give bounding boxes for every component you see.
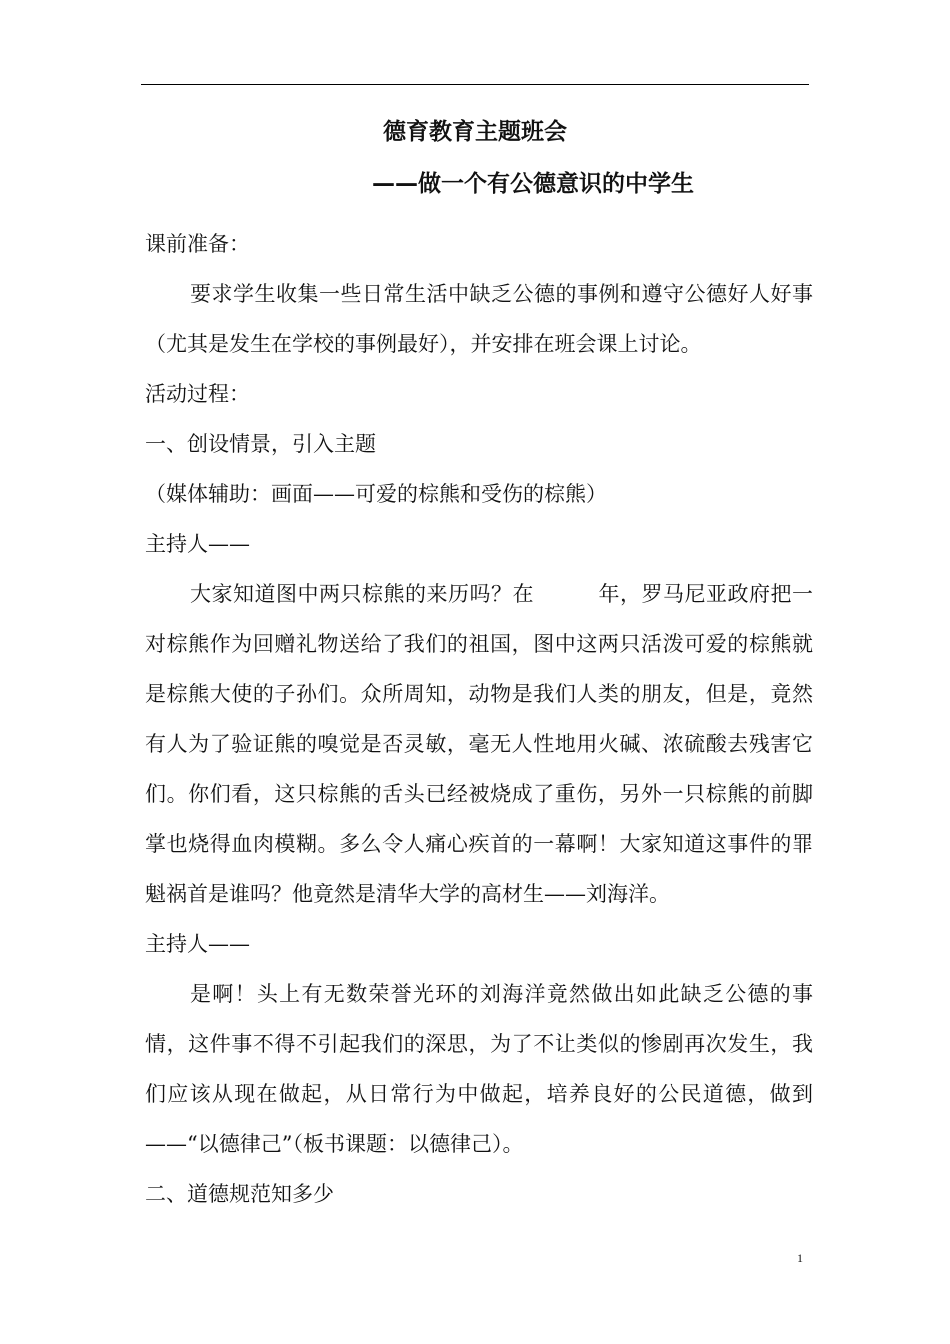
paragraph: 主持人—— [145, 532, 250, 556]
paragraph: 课前准备： [145, 232, 250, 256]
paragraph: 主持人—— [145, 932, 250, 956]
page-number: 1 [797, 1251, 803, 1265]
document-body [145, 219, 813, 1219]
paragraph: 要求学生收集一些日常生活中缺乏公德的事例和遵守公德好人好事（尤其是发生在学校的事例最好），并安排在班会课上讨论。 [145, 282, 813, 356]
document-subtitle: ——做一个有公德意识的中学生 [372, 171, 694, 197]
paragraph: 大家知道图中两只棕熊的来历吗？在 年，罗马尼亚政府把一对棕熊作为回赠礼物送给了我们的祖国，图中这两只活泼可爱的棕熊就是棕熊大使的子孙们。众所周知，动物是我们人类的朋友，但是，竟然有人为了验证熊的嗅觉是否灵敏，毫无人性地用火碱、浓硫酸去残害它们。你们看，这只棕熊的舌头已经被烧成了重伤，另外一只棕熊的前脚掌也烧得血肉模糊。多么令人痛心疾首的一幕啊！大家知道这事件的罪魁祸首是谁吗？他竟然是清华大学的高材生——刘海洋。 [145, 582, 813, 906]
document-title: 德育教育主题班会 [383, 119, 567, 145]
paragraph: 活动过程： [145, 382, 250, 406]
paragraph: 二、道德规范知多少 [145, 1182, 334, 1206]
paragraph: 一、创设情景，引入主题 [145, 432, 376, 456]
paragraph: 是啊！头上有无数荣誉光环的刘海洋竟然做出如此缺乏公德的事情，这件事不得不引起我们的深思，为了不让类似的惨剧再次发生，我们应该从现在做起，从日常行为中做起，培养良好的公民道德，做到——“以德律己”（板书课题：以德律己）。 [145, 982, 813, 1156]
header-rule [141, 84, 809, 85]
paragraph: （媒体辅助：画面——可爱的棕熊和受伤的棕熊） [145, 482, 607, 506]
